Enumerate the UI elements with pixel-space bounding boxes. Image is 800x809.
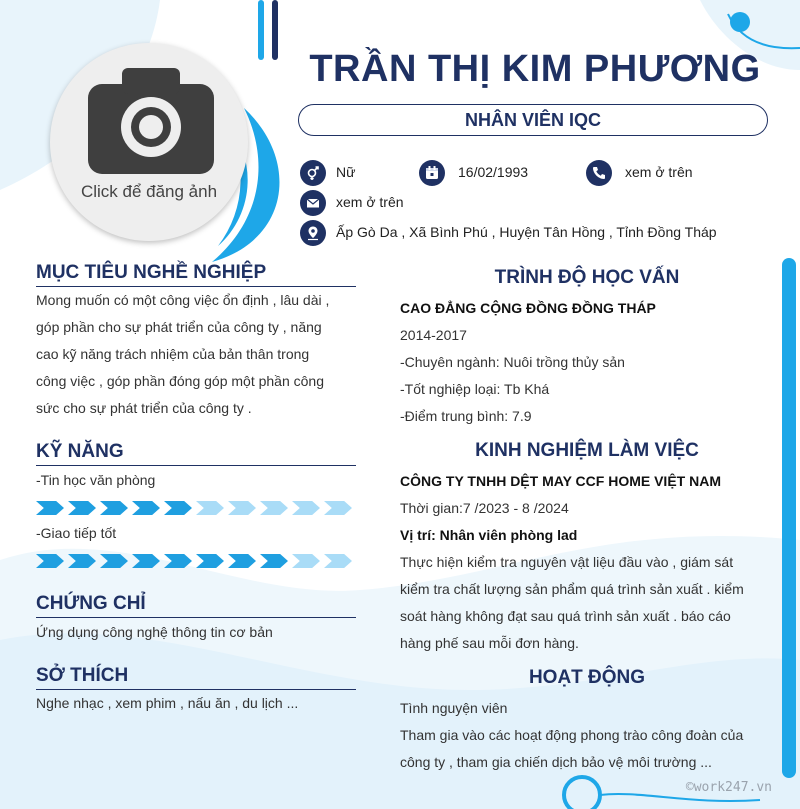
hobbies-text: Nghe nhạc , xem phim , nấu ăn , du lịch ... xyxy=(36,695,299,711)
experience-line: kiểm tra chất lượng sản phẩm quá trình sản xuất . kiểm xyxy=(400,581,744,597)
objective-line: cao kỹ năng trách nhiệm của bản thân trong xyxy=(36,346,310,362)
education-heading: TRÌNH ĐỘ HỌC VẤN xyxy=(494,267,680,288)
phone-icon xyxy=(586,160,612,186)
objective-line: góp phần cho sự phát triển của công ty , năng xyxy=(36,319,322,335)
objective-line: sức cho sự phát triển của công ty . xyxy=(36,400,252,416)
education-years: 2014-2017 xyxy=(400,327,467,343)
rating-arrow-filled xyxy=(132,554,160,568)
objective-heading: MỤC TIÊU NGHỀ NGHIỆP xyxy=(36,262,356,287)
rating-arrow-empty xyxy=(260,501,288,515)
rating-arrow-empty xyxy=(292,554,320,568)
skill-name: -Giao tiếp tốt xyxy=(36,525,117,541)
rating-arrow-empty xyxy=(292,501,320,515)
rating-arrow-empty xyxy=(324,554,352,568)
activity-line: Tham gia vào các hoạt động phong trào công đoàn của xyxy=(400,727,744,743)
rating-arrow-filled xyxy=(68,501,96,515)
rating-arrow-filled xyxy=(196,554,224,568)
rating-arrow-empty xyxy=(324,501,352,515)
objective-line: Mong muốn có một công việc ổn định , lâu dài , xyxy=(36,292,330,308)
phone-value: xem ở trên xyxy=(625,164,693,180)
email-value: xem ở trên xyxy=(336,194,404,210)
rating-arrow-filled xyxy=(164,501,192,515)
job-position: NHÂN VIÊN IQC xyxy=(298,104,768,136)
rating-arrow-filled xyxy=(260,554,288,568)
skill-rating xyxy=(36,554,352,568)
calendar-icon xyxy=(419,160,445,186)
education-grade: -Tốt nghiệp loại: Tb Khá xyxy=(400,381,550,397)
rating-arrow-filled xyxy=(68,554,96,568)
objective-line: công việc , góp phần đóng góp một phần công xyxy=(36,373,324,389)
experience-role: Vị trí: Nhân viên phòng lad xyxy=(400,527,578,543)
education-school: CAO ĐẲNG CỘNG ĐỒNG ĐỒNG THÁP xyxy=(400,300,656,316)
skill-name: -Tin học văn phòng xyxy=(36,472,156,488)
rating-arrow-filled xyxy=(132,501,160,515)
birthdate-value: 16/02/1993 xyxy=(458,164,529,180)
email-icon xyxy=(300,190,326,216)
experience-heading: KINH NGHIỆM LÀM VIỆC xyxy=(475,440,699,461)
activity-name: Tình nguyện viên xyxy=(400,700,508,716)
rating-arrow-filled xyxy=(100,501,128,515)
rating-arrow-filled xyxy=(36,554,64,568)
location-icon xyxy=(300,220,326,246)
experience-company: CÔNG TY TNHH DỆT MAY CCF HOME VIỆT NAM xyxy=(400,473,721,489)
camera-icon xyxy=(88,66,214,174)
skills-heading: KỸ NĂNG xyxy=(36,441,356,466)
education-gpa: -Điểm trung bình: 7.9 xyxy=(400,408,532,424)
upload-photo-label[interactable]: Click để đăng ảnh xyxy=(80,182,218,201)
experience-line: hàng phế sau mỗi đơn hàng. xyxy=(400,635,579,651)
rating-arrow-filled xyxy=(164,554,192,568)
experience-line: Thực hiện kiểm tra nguyên vật liệu đầu vào , giám sát xyxy=(400,554,734,570)
activities-heading: HOẠT ĐỘNG xyxy=(528,667,646,688)
activity-line: công ty , tham gia chiến dịch bảo vệ môi trường ... xyxy=(400,754,712,770)
gender-value: Nữ xyxy=(336,164,356,180)
certificates-text: Ứng dụng công nghệ thông tin cơ bản xyxy=(36,624,273,640)
rating-arrow-filled xyxy=(100,554,128,568)
address-value: Ấp Gò Da , Xã Bình Phú , Huyện Tân Hồng , Tỉnh Đồng Tháp xyxy=(336,224,717,240)
experience-period: Thời gian:7 /2023 - 8 /2024 xyxy=(400,500,569,516)
gender-icon xyxy=(300,160,326,186)
activity-description xyxy=(400,722,776,776)
candidate-name: TRẦN THỊ KIM PHƯƠNG xyxy=(309,48,761,90)
hobbies-heading: SỞ THÍCH xyxy=(36,665,356,690)
watermark: ©work247.vn xyxy=(685,780,772,795)
rating-arrow-filled xyxy=(228,554,256,568)
rating-arrow-empty xyxy=(228,501,256,515)
rating-arrow-empty xyxy=(196,501,224,515)
experience-description xyxy=(400,549,776,657)
rating-arrow-filled xyxy=(36,501,64,515)
education-major: -Chuyên ngành: Nuôi trồng thủy sản xyxy=(400,354,625,370)
certificates-heading: CHỨNG CHỈ xyxy=(36,593,356,618)
experience-line: soát hàng không đạt sau quá trình sản xuất . báo cáo xyxy=(400,608,731,624)
objective-text xyxy=(36,287,366,422)
skill-rating xyxy=(36,501,352,515)
